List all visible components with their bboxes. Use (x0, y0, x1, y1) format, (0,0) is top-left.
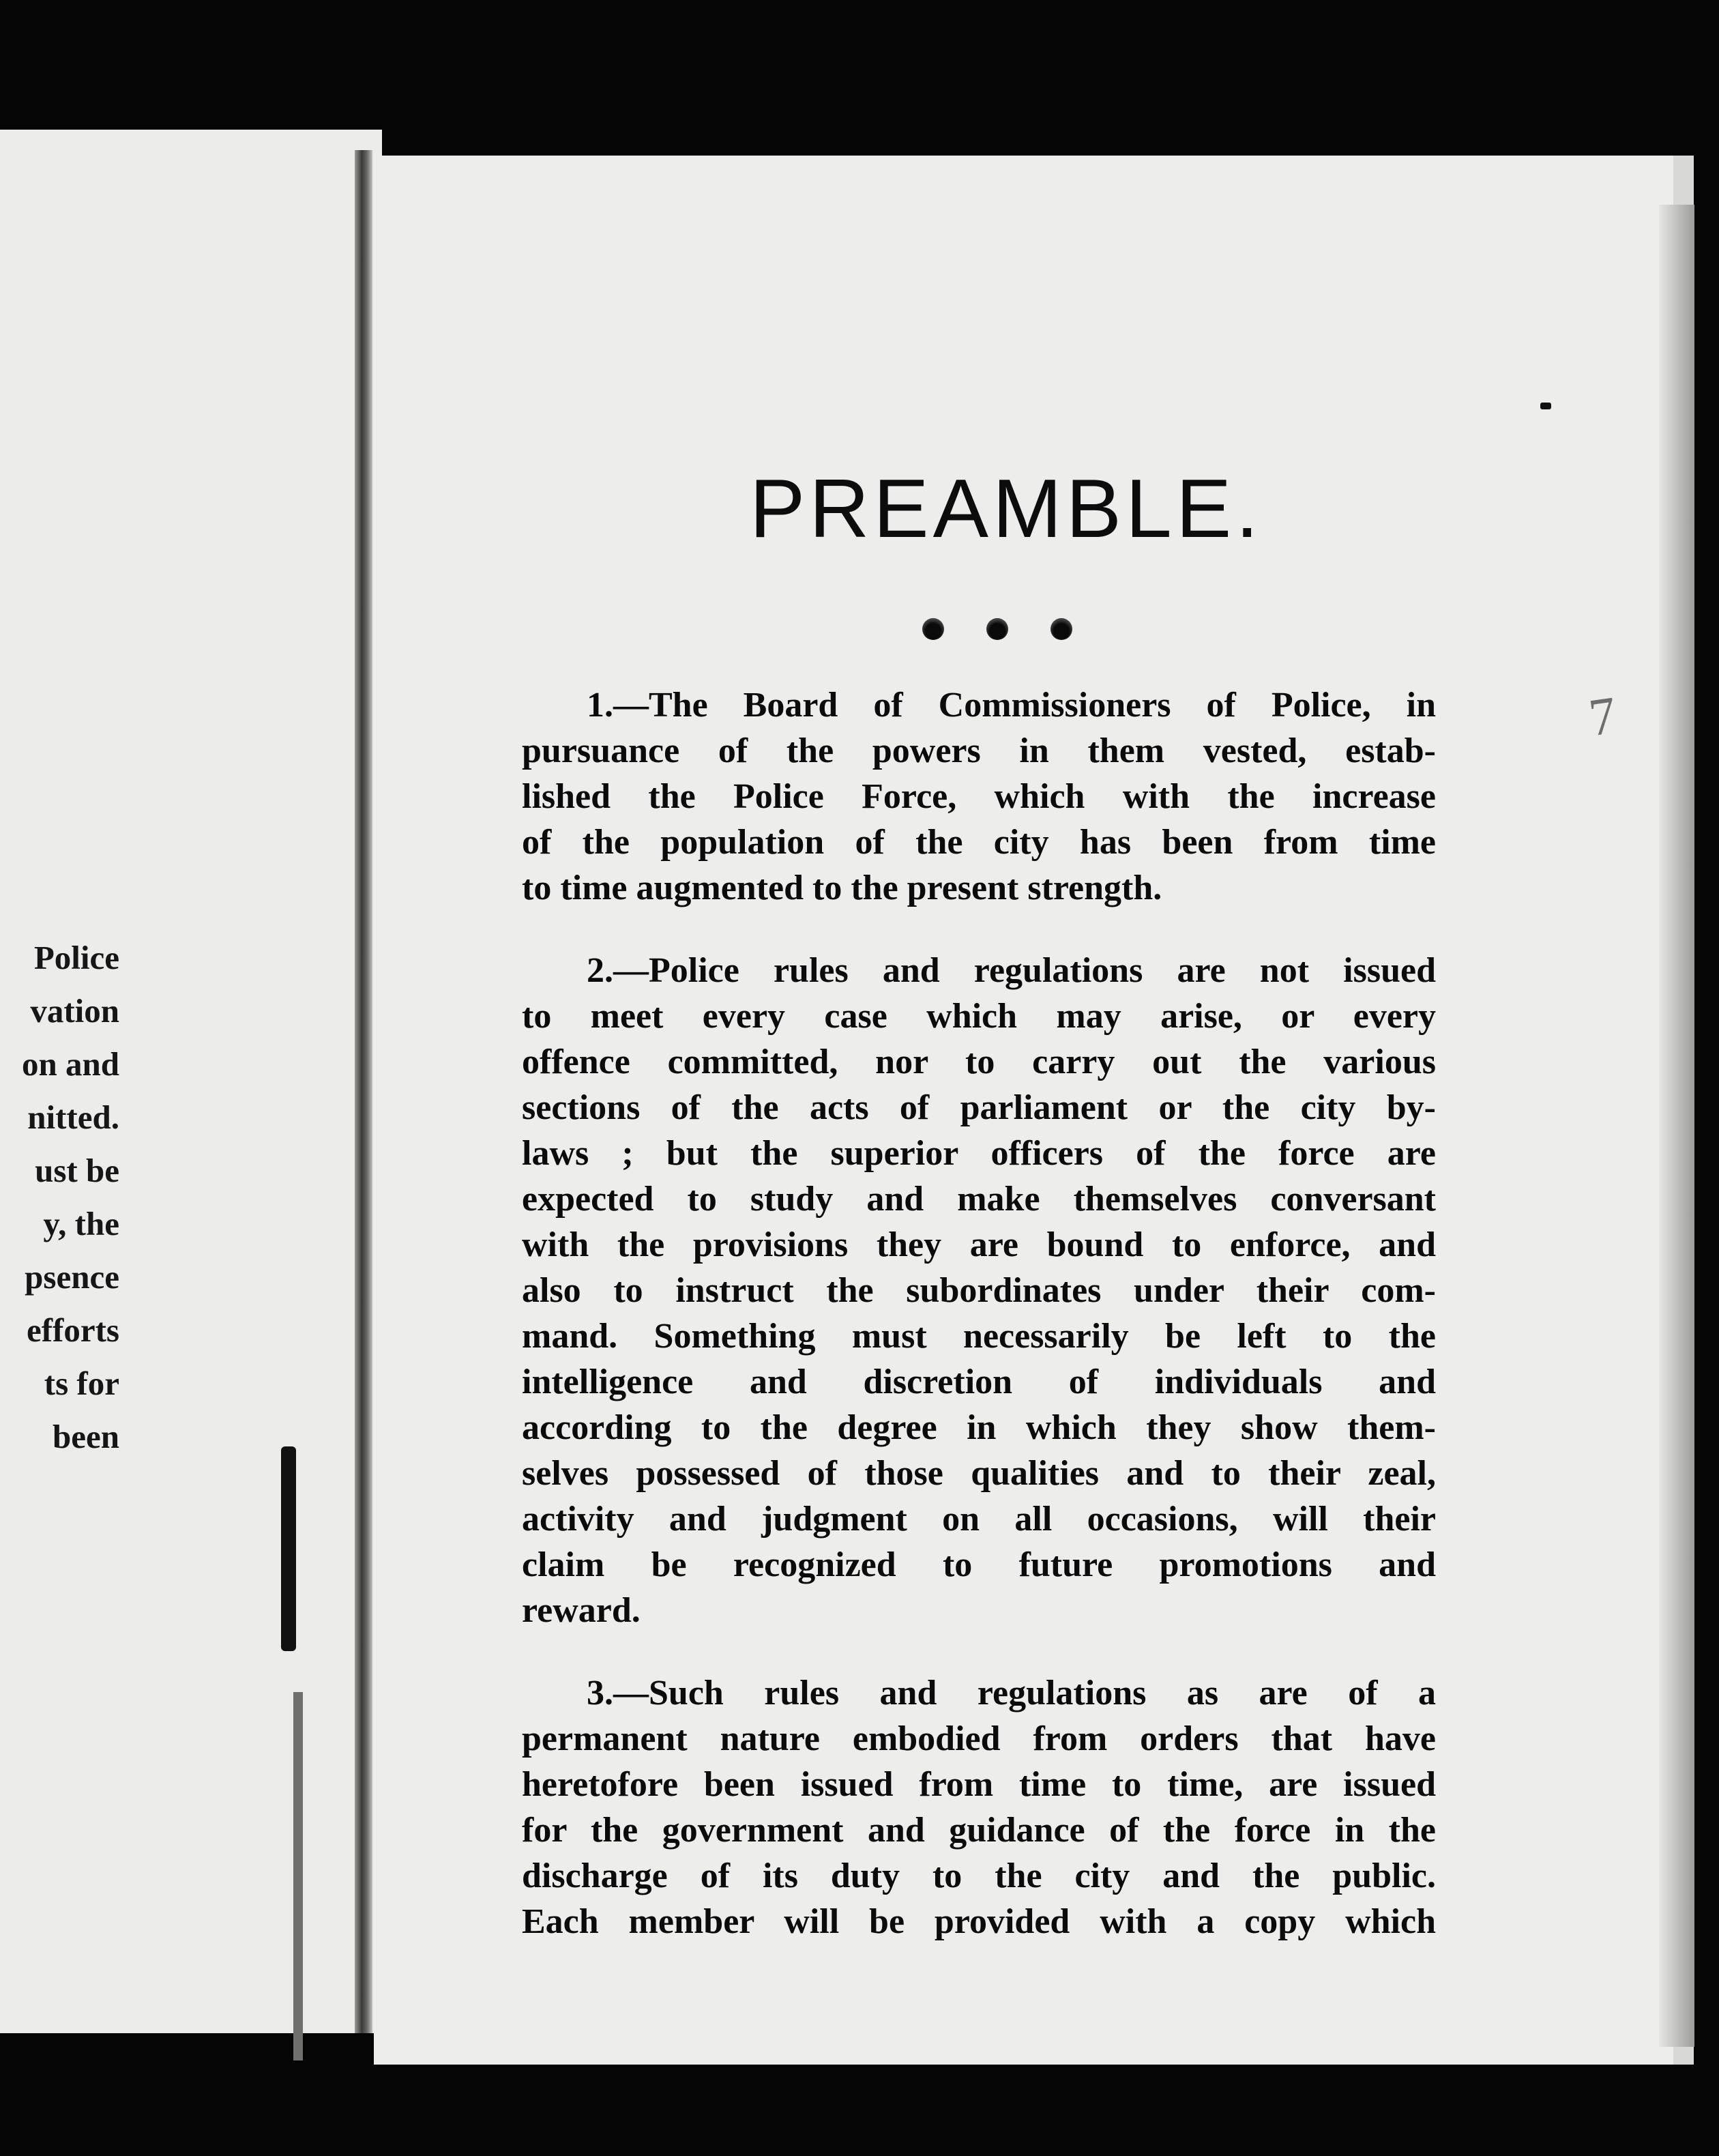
text-line: lished the Police Force, which with the increase (522, 777, 1436, 816)
text-line: permanent nature embodied from orders that have (522, 1719, 1436, 1758)
left-page-line: efforts (26, 1311, 119, 1349)
paragraph-1 (522, 682, 1436, 911)
left-page-line: ust be (35, 1152, 119, 1189)
paragraph-2 (522, 948, 1436, 1633)
binding-shadow (293, 1692, 303, 2060)
text-line: laws ; but the superior officers of the force are (522, 1134, 1436, 1173)
paragraph-3 (522, 1670, 1436, 1944)
text-line: expected to study and make themselves conversant (522, 1180, 1436, 1219)
text-line: according to the degree in which they show them- (522, 1408, 1436, 1447)
ornament-dot (1050, 618, 1072, 640)
text-line: Each member will be provided with a copy which (522, 1902, 1436, 1941)
left-page-line: ts for (44, 1365, 119, 1402)
page-title: PREAMBLE. (749, 462, 1263, 555)
text-line: reward. (522, 1591, 641, 1630)
text-line: offence committed, nor to carry out the various (522, 1043, 1436, 1081)
left-page-line: on and (21, 1045, 119, 1083)
text-line: activity and judgment on all occasions, will their (522, 1500, 1436, 1539)
page-edge (1659, 205, 1694, 2047)
preamble-body (522, 682, 1436, 1981)
ink-speck (1540, 403, 1551, 409)
margin-page-number: 7 (1585, 684, 1620, 748)
text-line: also to instruct the subordinates under their com- (522, 1271, 1436, 1310)
left-page-line: psence (25, 1258, 119, 1296)
text-line: of the population of the city has been from time (522, 823, 1436, 862)
text-line: 3.—Such rules and regulations as are of a (587, 1674, 1436, 1713)
text-line: with the provisions they are bound to enforce, and (522, 1225, 1436, 1264)
text-line: intelligence and discretion of individuals and (522, 1363, 1436, 1401)
text-line: for the government and guidance of the force in the (522, 1811, 1436, 1850)
text-line: sections of the acts of parliament or the city by- (522, 1088, 1436, 1127)
left-page-line: nitted. (27, 1098, 119, 1136)
text-line: to meet every case which may arise, or every (522, 997, 1436, 1036)
text-line: claim be recognized to future promotions and (522, 1545, 1436, 1584)
left-page-line: vation (30, 992, 119, 1030)
left-page-text (0, 931, 119, 1463)
ornament-dot (922, 618, 944, 640)
three-dot-ornament-icon (922, 609, 1072, 650)
text-line: to time augmented to the present strength. (522, 869, 1162, 907)
text-line: 1.—The Board of Commissioners of Police, in (587, 686, 1436, 725)
text-line: selves possessed of those qualities and to their zeal, (522, 1454, 1436, 1493)
left-page (0, 130, 382, 2033)
text-line: discharge of its duty to the city and the public. (522, 1856, 1436, 1895)
text-line: pursuance of the powers in them vested, estab- (522, 731, 1436, 770)
text-line: heretofore been issued from time to time, are issued (522, 1765, 1436, 1804)
left-page-line: been (53, 1418, 119, 1455)
book-gutter (355, 150, 372, 2033)
text-line: mand. Something must necessarily be left to the (522, 1317, 1436, 1356)
left-page-line: y, the (43, 1205, 119, 1242)
text-line: 2.—Police rules and regulations are not issued (587, 951, 1436, 990)
left-page-line: Police (33, 939, 119, 976)
ornament-dot (986, 618, 1008, 640)
binding-staple (281, 1446, 296, 1651)
